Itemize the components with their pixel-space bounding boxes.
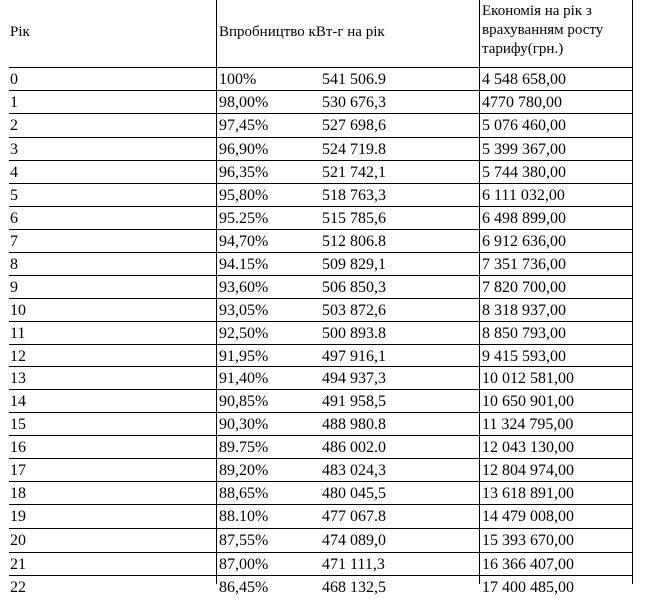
yearly-production-table [9,0,645,596]
table-row [9,390,645,412]
table-row [9,436,645,458]
cell-year: 10 [10,302,26,319]
cell-year: 21 [10,556,26,573]
cell-year: 19 [10,508,26,525]
cell-percent: 94,70% [219,233,269,250]
cell-economy: 5 744 380,00 [482,164,566,181]
cell-percent: 96,35% [219,164,269,181]
cell-kwh: 486 002.0 [322,439,386,456]
cell-economy: 10 012 581,00 [482,370,574,387]
table-row [9,459,645,481]
cell-kwh: 530 676,3 [322,94,386,111]
cell-percent: 92,50% [219,325,269,342]
cell-kwh: 491 958,5 [322,393,386,410]
cell-year: 20 [10,532,26,549]
cell-kwh: 503 872,6 [322,302,386,319]
cell-economy: 16 366 407,00 [482,556,574,573]
cell-percent: 93,60% [219,279,269,296]
table-row [9,161,645,183]
cell-percent: 98,00% [219,94,269,111]
cell-economy: 5 399 367,00 [482,141,566,158]
table-row [9,276,645,298]
cell-economy: 12 043 130,00 [482,439,574,456]
cell-economy: 14 479 008,00 [482,508,574,525]
cell-kwh: 471 111,3 [322,556,385,573]
cell-kwh: 480 045,5 [322,485,386,502]
cell-year: 12 [10,348,26,365]
cell-percent: 91,40% [219,370,269,387]
cell-economy: 8 318 937,00 [482,302,566,319]
cell-kwh: 541 506.9 [322,71,386,88]
cell-percent: 86,45% [219,579,269,596]
table-row [9,322,645,344]
cell-economy: 5 076 460,00 [482,117,566,134]
cell-percent: 100% [219,71,257,88]
cell-kwh: 515 785,6 [322,210,386,227]
cell-year: 9 [10,279,18,296]
cell-kwh: 497 916,1 [322,348,386,365]
cell-economy: 12 804 974,00 [482,462,574,479]
cell-kwh: 474 089,0 [322,532,386,549]
cell-percent: 91,95% [219,348,269,365]
table-row [9,253,645,275]
cell-percent: 97,45% [219,117,269,134]
header-production: Впробництво кВт-г на рік [219,24,385,40]
table-row [9,184,645,206]
cell-kwh: 527 698,6 [322,117,386,134]
cell-economy: 4770 780,00 [482,94,562,111]
cell-percent: 88.10% [219,508,269,525]
cell-percent: 88,65% [219,485,269,502]
cell-percent: 95.25% [219,210,269,227]
cell-economy: 17 400 485,00 [482,579,574,596]
cell-economy: 7 351 736,00 [482,256,566,273]
cell-percent: 89,20% [219,462,269,479]
table-row [9,114,645,136]
cell-kwh: 494 937,3 [322,370,386,387]
cell-percent: 94.15% [219,256,269,273]
cell-year: 2 [10,117,18,134]
table-row [9,138,645,160]
cell-year: 8 [10,256,18,273]
table-row [9,68,645,90]
cell-year: 0 [10,71,18,88]
cell-kwh: 506 850,3 [322,279,386,296]
cell-kwh: 524 719.8 [322,141,386,158]
cell-economy: 6 111 032,00 [482,187,565,204]
cell-economy: 15 393 670,00 [482,532,574,549]
table-row [9,413,645,435]
table-row [9,367,645,389]
table-row [9,230,645,252]
cell-year: 3 [10,141,18,158]
cell-year: 1 [10,94,18,111]
cell-year: 14 [10,393,26,410]
cell-kwh: 477 067.8 [322,508,386,525]
table-row [9,553,645,575]
cell-year: 18 [10,485,26,502]
cell-percent: 96,90% [219,141,269,158]
header-economy-line: Економія на рік з [482,3,592,19]
cell-year: 7 [10,233,18,250]
cell-economy: 10 650 901,00 [482,393,574,410]
cell-year: 4 [10,164,18,181]
cell-percent: 93,05% [219,302,269,319]
table-row [9,529,645,551]
cell-economy: 6 912 636,00 [482,233,566,250]
table-row [9,576,645,598]
cell-kwh: 488 980.8 [322,416,386,433]
cell-year: 11 [10,325,26,342]
header-economy [482,0,642,68]
cell-economy: 13 618 891,00 [482,485,574,502]
table-row [9,207,645,229]
cell-year: 13 [10,370,26,387]
table-row [9,482,645,504]
cell-economy: 4 548 658,00 [482,71,566,88]
cell-percent: 87,00% [219,556,269,573]
cell-economy: 11 324 795,00 [482,416,574,433]
cell-year: 16 [10,439,26,456]
cell-year: 17 [10,462,26,479]
table-row [9,345,645,367]
header-year: Рік [10,24,30,40]
table-row [9,505,645,527]
cell-economy: 6 498 899,00 [482,210,566,227]
cell-kwh: 468 132,5 [322,579,386,596]
cell-kwh: 500 893.8 [322,325,386,342]
table-row [9,299,645,321]
cell-percent: 90,30% [219,416,269,433]
cell-kwh: 521 742,1 [322,164,386,181]
table-row [9,91,645,113]
cell-economy: 9 415 593,00 [482,348,566,365]
cell-kwh: 518 763,3 [322,187,386,204]
cell-percent: 90,85% [219,393,269,410]
cell-economy: 8 850 793,00 [482,325,566,342]
cell-kwh: 483 024,3 [322,462,386,479]
header-economy-line: тарифу(грн.) [482,41,564,57]
cell-percent: 87,55% [219,532,269,549]
cell-year: 15 [10,416,26,433]
header-economy-line: врахуванням росту [482,22,604,38]
cell-economy: 7 820 700,00 [482,279,566,296]
cell-percent: 89.75% [219,439,269,456]
cell-year: 5 [10,187,18,204]
cell-kwh: 509 829,1 [322,256,386,273]
cell-kwh: 512 806.8 [322,233,386,250]
cell-year: 22 [10,579,26,596]
cell-percent: 95,80% [219,187,269,204]
cell-year: 6 [10,210,18,227]
